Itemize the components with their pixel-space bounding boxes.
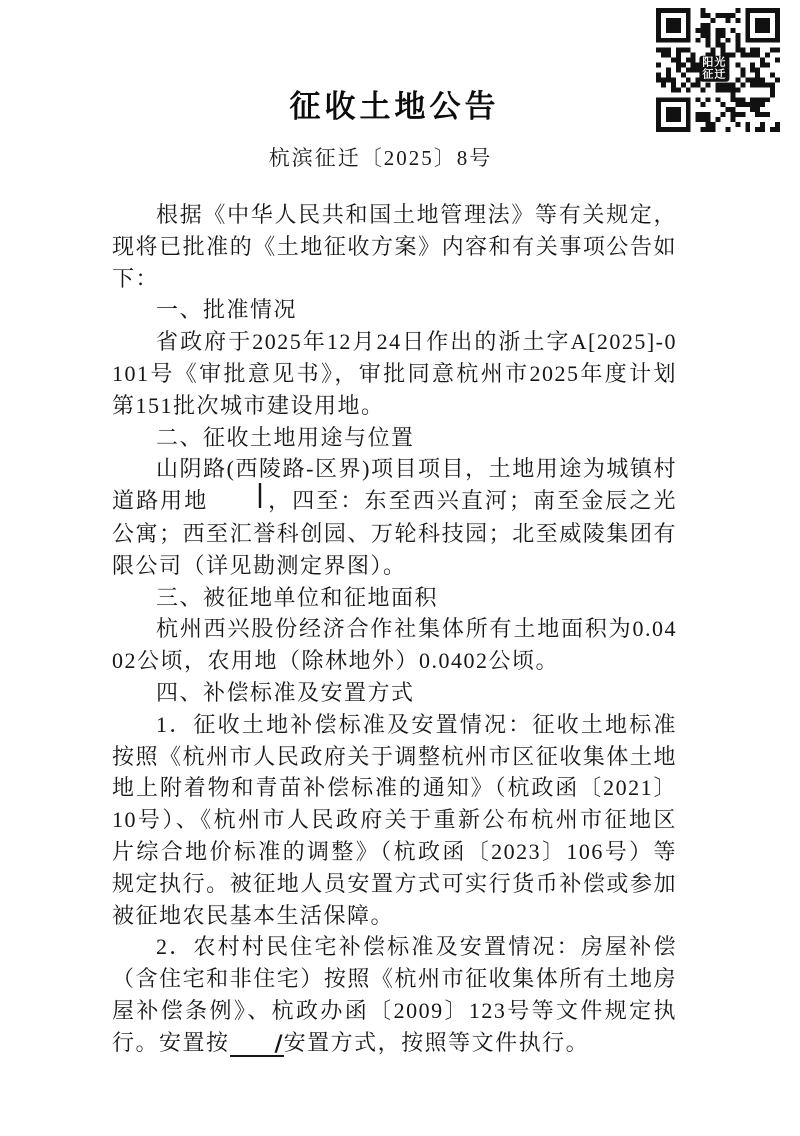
paragraph-compensation-2: [112, 931, 677, 1058]
paragraph-area: 杭州西兴股份经济合作社集体所有土地面积为0.0402公顷，农用地（除林地外）0.0402公顷。: [112, 616, 677, 674]
qr-label-line2: 征迁: [702, 67, 727, 81]
page-title: 征收土地公告: [289, 89, 500, 125]
paragraph-compensation-2-text: 2．农村村民住宅补偿标准及安置情况：房屋补偿（含住宅和非住宅）按照《杭州市征收集体所有土地房屋补偿条例》、杭政办函〔2009〕123号等文件规定执行。安置按: [112, 934, 677, 1055]
section-heading-3: 三、被征地单位和征地面积: [156, 584, 439, 610]
paragraph-location-text-cont: ，四至：东至西兴直河；南至金辰之光公寓；西至汇誉科创园、万轮科技园；北至威陵集团有限公司（详见勘测定界图）。: [112, 488, 677, 578]
handwritten-vertical-mark: |: [253, 480, 267, 509]
paragraph-compensation-2-text-cont: 安置方式，按照等文件执行。: [283, 1029, 590, 1055]
paragraph-approval: 省政府于2025年12月24日作出的浙土字A[2025]-0101号《审批意见书》，审批同意杭州市2025年度计划第151批次城市建设用地。: [112, 329, 677, 418]
section-heading-2: 二、征收土地用途与位置: [156, 424, 415, 450]
document-number: 杭滨征迁〔2025〕8号: [268, 146, 493, 170]
section-heading-1: 一、批准情况: [156, 297, 298, 323]
qr-code: [656, 8, 780, 132]
paragraph-location: [112, 453, 677, 581]
document-body: [112, 199, 677, 1059]
section-heading-4: 四、补偿标准及安置方式: [156, 679, 415, 705]
qr-code-label: [699, 56, 729, 82]
handwritten-slash-mark: /: [230, 1035, 284, 1057]
qr-label-line1: 阳光: [702, 55, 727, 69]
paragraph-compensation-1: 1．征收土地补偿标准及安置情况：征收土地标准按照《杭州市人民政府关于调整杭州市区征收集体土地地上附着物和青苗补偿标准的通知》（杭政函〔2021〕10号）、《杭州市人民政府关于重新公布杭州市征地区片综合地价标准的调整》（杭政函〔2023〕106号）等规定执行。被征地人员安置方式可实行货币补偿或参加被征地农民基本生活保障。: [112, 711, 677, 928]
intro-paragraph: 根据《中华人民共和国土地管理法》等有关规定，现将已批准的《土地征收方案》内容和有关事项公告如下：: [112, 202, 677, 291]
paragraph-location-text: 山阴路(西陵路-区界)项目项目，土地用途为城镇村道路用地: [112, 456, 677, 514]
